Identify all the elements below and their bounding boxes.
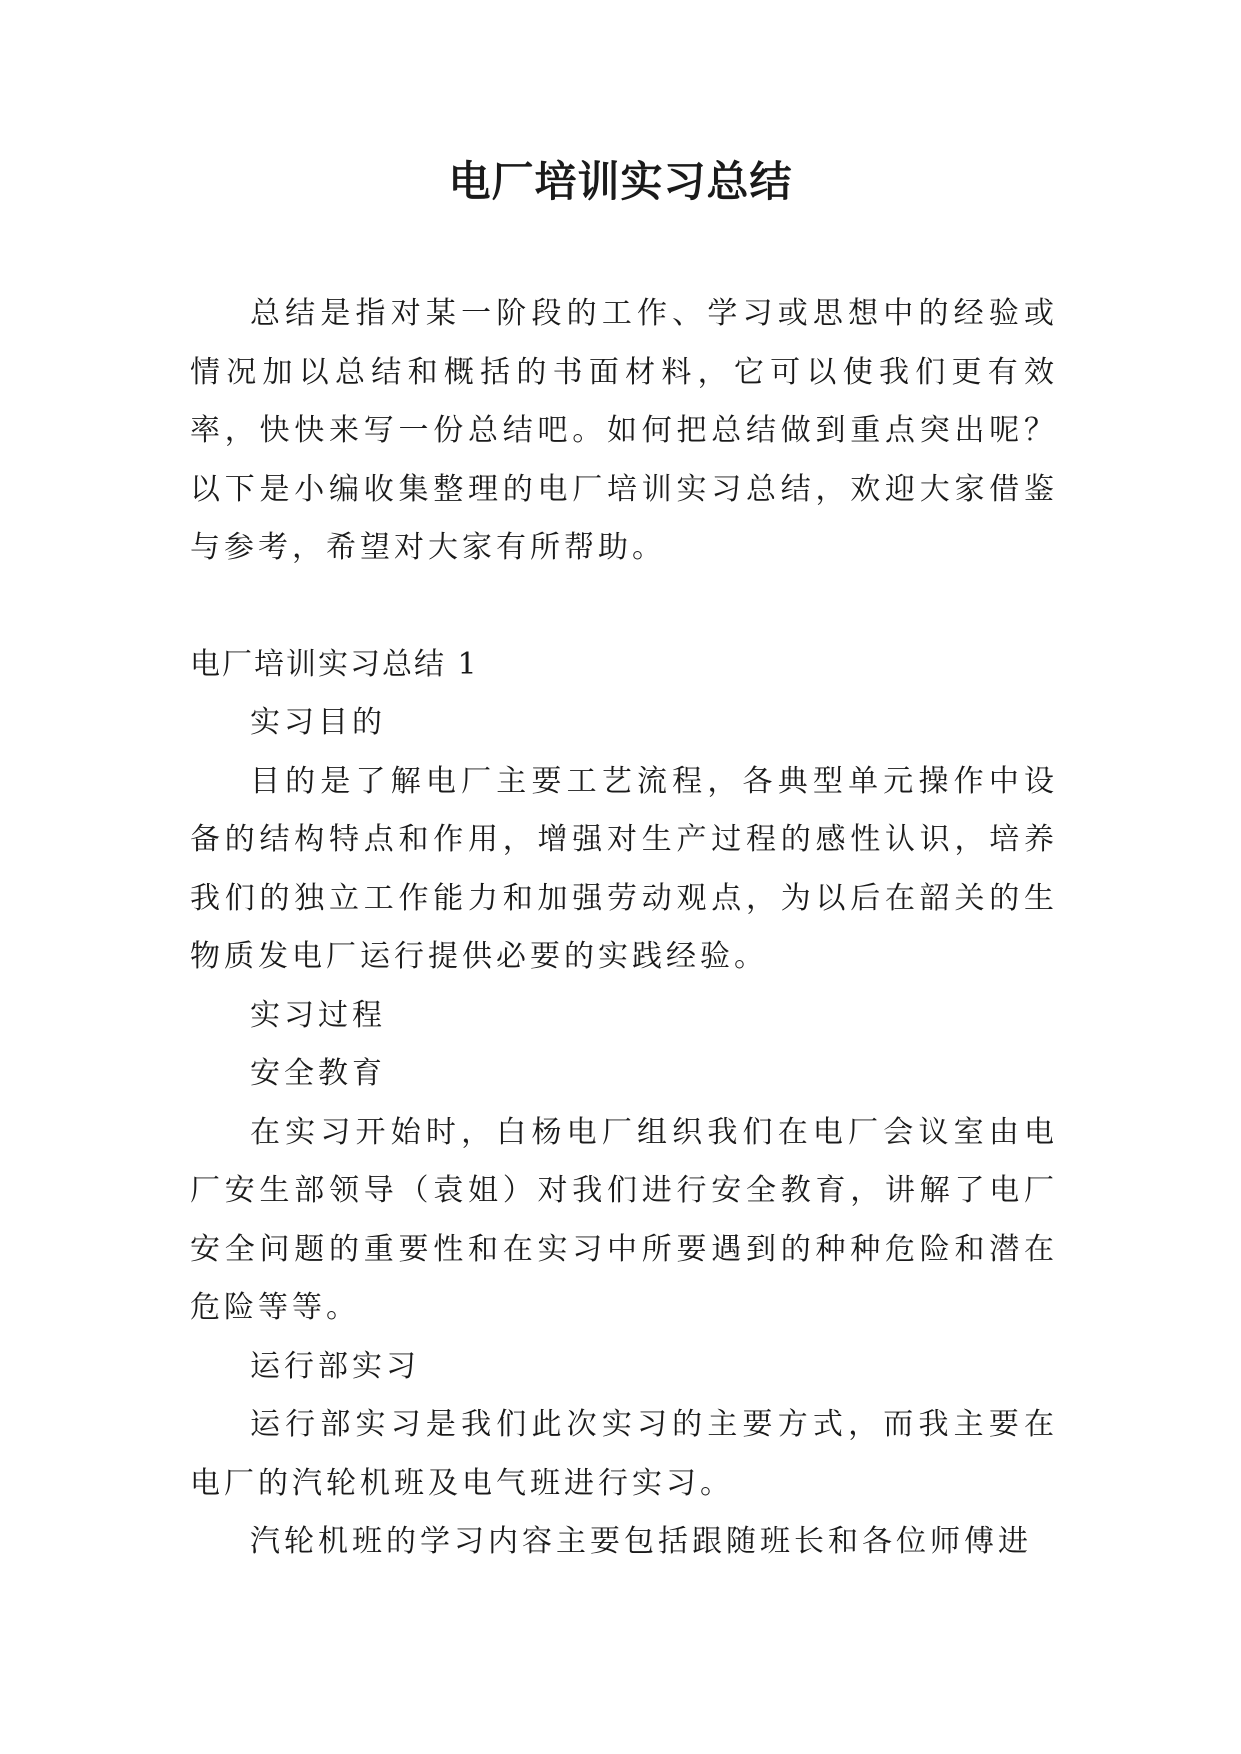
heading-process: 实习过程 xyxy=(250,997,386,1033)
intro-paragraph: 总结是指对某一阶段的工作、学习或思想中的经验或情况加以总结和概括的书面材料，它可以使我们更有效率，快快来写一份总结吧。如何把总结做到重点突出呢？以下是小编收集整理的电厂培训实习总结，欢迎大家借鉴与参考，希望对大家有所帮助。 xyxy=(190,296,1058,565)
paragraph-turbine: 汽轮机班的学习内容主要包括跟随班长和各位师傅进 xyxy=(250,1524,1032,1559)
paragraph-operations: 运行部实习是我们此次实习的主要方式，而我主要在电厂的汽轮机班及电气班进行实习。 xyxy=(190,1407,1058,1501)
section-title: 电厂培训实习总结 1 xyxy=(190,646,479,682)
heading-safety: 安全教育 xyxy=(250,1056,386,1091)
document-body xyxy=(190,285,1058,1572)
heading-operations: 运行部实习 xyxy=(250,1348,420,1384)
document-title: 电厂培训实习总结 xyxy=(448,157,793,206)
paragraph-purpose: 目的是了解电厂主要工艺流程，各典型单元操作中设备的结构特点和作用，增强对生产过程的感性认识，培养我们的独立工作能力和加强劳动观点，为以后在韶关的生物质发电厂运行提供必要的实践经验。 xyxy=(190,763,1058,974)
heading-purpose: 实习目的 xyxy=(250,705,386,740)
paragraph-safety: 在实习开始时，白杨电厂组织我们在电厂会议室由电厂安生部领导（袁姐）对我们进行安全教育，讲解了电厂安全问题的重要性和在实习中所要遇到的种种危险和潜在危险等等。 xyxy=(190,1114,1058,1325)
